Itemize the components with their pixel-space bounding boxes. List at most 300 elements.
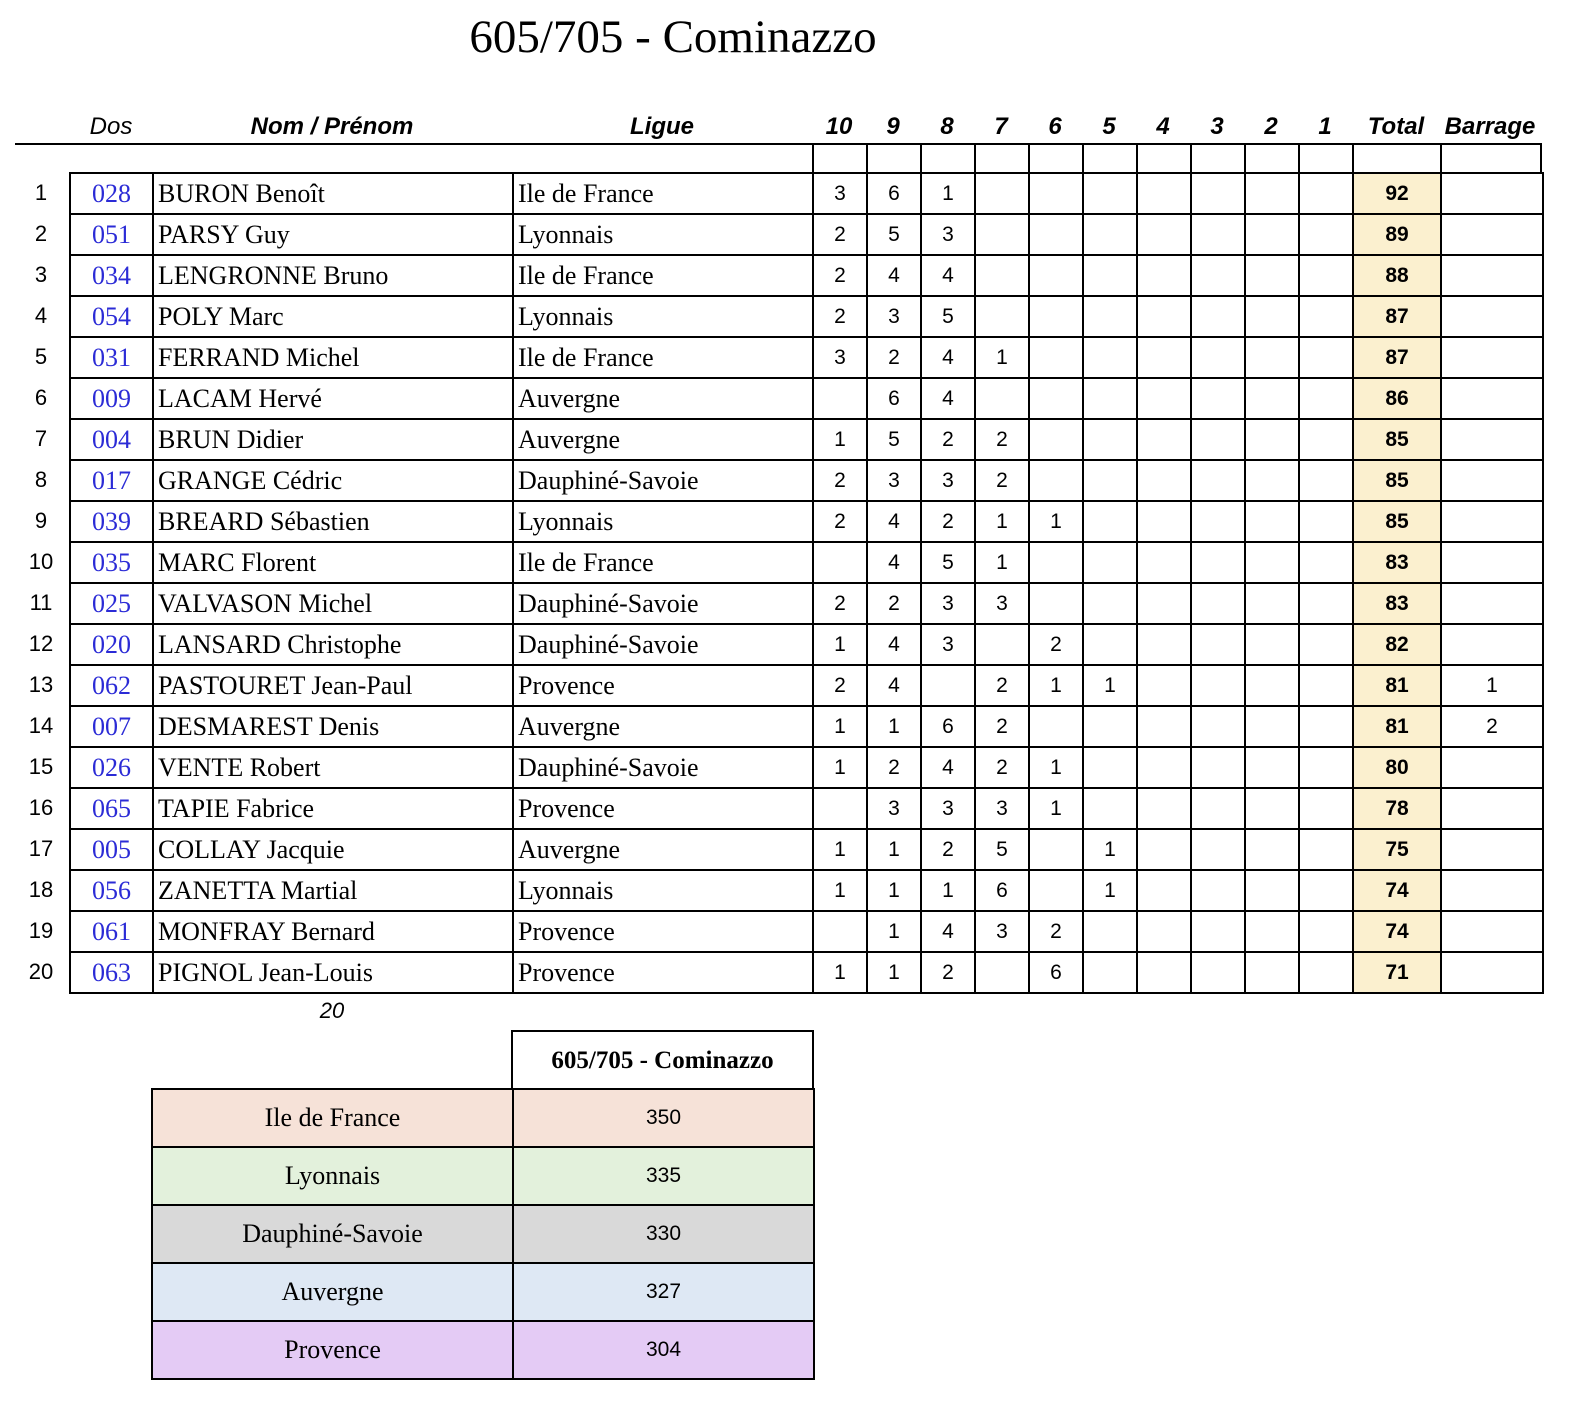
header-spacer-cell (866, 144, 922, 172)
score-6-cell (1029, 542, 1083, 583)
dos-cell: 051 (70, 214, 153, 255)
score-6-cell (1029, 173, 1083, 214)
score-7-cell: 2 (975, 419, 1029, 460)
score-8-cell (921, 665, 975, 706)
table-row (70, 583, 1543, 624)
score-3-cell (1191, 296, 1245, 337)
header-spacer-cell (974, 144, 1030, 172)
score-6-cell (1029, 460, 1083, 501)
name-cell: BRUN Didier (153, 419, 513, 460)
dos-cell: 035 (70, 542, 153, 583)
score-8-cell: 1 (921, 870, 975, 911)
summary-ligue-cell: Lyonnais (152, 1147, 513, 1205)
score-8-cell: 3 (921, 583, 975, 624)
score-8-cell: 4 (921, 337, 975, 378)
table-row (70, 378, 1543, 419)
header-total: Total (1367, 113, 1425, 140)
rank-label: 3 (34, 262, 48, 287)
score-10-cell (813, 378, 867, 419)
barrage-cell (1441, 624, 1543, 665)
total-cell: 74 (1353, 911, 1441, 952)
table-row (70, 870, 1543, 911)
score-8-cell: 4 (921, 255, 975, 296)
score-9-cell: 6 (867, 173, 921, 214)
barrage-cell (1441, 296, 1543, 337)
dos-cell: 020 (70, 624, 153, 665)
name-cell: GRANGE Cédric (153, 460, 513, 501)
score-3-cell (1191, 911, 1245, 952)
barrage-cell (1441, 583, 1543, 624)
score-8-cell: 3 (921, 214, 975, 255)
ligue-cell: Auvergne (513, 706, 813, 747)
summary-points-cell: 327 (513, 1263, 814, 1321)
score-9-cell: 4 (867, 501, 921, 542)
score-6-cell: 1 (1029, 501, 1083, 542)
page-title: 605/705 - Cominazzo (469, 11, 877, 63)
ligue-cell: Lyonnais (513, 501, 813, 542)
score-10-cell: 2 (813, 296, 867, 337)
barrage-cell (1441, 870, 1543, 911)
score-4-cell (1137, 665, 1191, 706)
name-cell: FERRAND Michel (153, 337, 513, 378)
total-cell: 87 (1353, 296, 1441, 337)
ligue-cell: Lyonnais (513, 296, 813, 337)
barrage-cell (1441, 460, 1543, 501)
total-cell: 85 (1353, 419, 1441, 460)
header-score-4: 4 (1156, 113, 1170, 140)
table-row (70, 665, 1543, 706)
score-4-cell (1137, 378, 1191, 419)
score-2-cell (1245, 870, 1299, 911)
score-8-cell: 6 (921, 706, 975, 747)
rank-label: 13 (28, 672, 54, 697)
summary-points-cell: 335 (513, 1147, 814, 1205)
total-cell: 71 (1353, 952, 1441, 993)
ligue-cell: Dauphiné-Savoie (513, 583, 813, 624)
table-row (70, 788, 1543, 829)
score-3-cell (1191, 378, 1245, 419)
score-4-cell (1137, 214, 1191, 255)
score-5-cell (1083, 214, 1137, 255)
score-10-cell: 2 (813, 255, 867, 296)
score-7-cell (975, 378, 1029, 419)
score-9-cell: 2 (867, 337, 921, 378)
name-cell: POLY Marc (153, 296, 513, 337)
total-cell: 82 (1353, 624, 1441, 665)
score-2-cell (1245, 542, 1299, 583)
total-cell: 78 (1353, 788, 1441, 829)
score-7-cell (975, 214, 1029, 255)
score-6-cell (1029, 337, 1083, 378)
score-5-cell: 1 (1083, 870, 1137, 911)
rank-label: 6 (34, 385, 48, 410)
score-10-cell: 1 (813, 829, 867, 870)
score-7-cell: 6 (975, 870, 1029, 911)
ligue-cell: Provence (513, 788, 813, 829)
score-9-cell: 3 (867, 460, 921, 501)
header-score-8: 8 (940, 113, 954, 140)
score-10-cell: 1 (813, 870, 867, 911)
score-4-cell (1137, 296, 1191, 337)
score-4-cell (1137, 788, 1191, 829)
header-score-2: 2 (1264, 113, 1278, 140)
barrage-cell (1441, 788, 1543, 829)
score-4-cell (1137, 870, 1191, 911)
table-row (70, 337, 1543, 378)
score-5-cell (1083, 255, 1137, 296)
name-cell: DESMAREST Denis (153, 706, 513, 747)
score-2-cell (1245, 214, 1299, 255)
score-1-cell (1299, 788, 1353, 829)
total-cell: 81 (1353, 706, 1441, 747)
rank-label: 16 (28, 795, 54, 820)
score-9-cell: 2 (867, 747, 921, 788)
score-5-cell (1083, 624, 1137, 665)
score-2-cell (1245, 501, 1299, 542)
ligue-cell: Ile de France (513, 173, 813, 214)
score-9-cell: 4 (867, 665, 921, 706)
score-3-cell (1191, 583, 1245, 624)
rank-label: 14 (28, 713, 54, 738)
score-7-cell: 1 (975, 337, 1029, 378)
table-row (70, 911, 1543, 952)
ligue-cell: Ile de France (513, 337, 813, 378)
score-1-cell (1299, 419, 1353, 460)
score-10-cell: 2 (813, 501, 867, 542)
name-cell: TAPIE Fabrice (153, 788, 513, 829)
score-6-cell: 1 (1029, 665, 1083, 706)
score-3-cell (1191, 788, 1245, 829)
summary-points-cell: 350 (513, 1089, 814, 1147)
summary-points-cell: 330 (513, 1205, 814, 1263)
header-spacer-cell (1136, 144, 1192, 172)
score-6-cell (1029, 255, 1083, 296)
barrage-cell (1441, 747, 1543, 788)
score-7-cell: 1 (975, 501, 1029, 542)
total-cell: 75 (1353, 829, 1441, 870)
score-4-cell (1137, 460, 1191, 501)
header-spacer-cell (1082, 144, 1138, 172)
name-cell: ZANETTA Martial (153, 870, 513, 911)
name-cell: LACAM Hervé (153, 378, 513, 419)
barrage-cell: 2 (1441, 706, 1543, 747)
dos-cell: 039 (70, 501, 153, 542)
score-4-cell (1137, 419, 1191, 460)
header-score-1: 1 (1318, 113, 1332, 140)
rank-label: 11 (29, 590, 53, 615)
rank-label: 2 (34, 221, 48, 246)
dos-cell: 025 (70, 583, 153, 624)
score-9-cell: 2 (867, 583, 921, 624)
score-6-cell (1029, 706, 1083, 747)
score-10-cell: 2 (813, 460, 867, 501)
score-1-cell (1299, 378, 1353, 419)
score-10-cell (813, 542, 867, 583)
score-2-cell (1245, 624, 1299, 665)
name-cell: MARC Florent (153, 542, 513, 583)
score-9-cell: 4 (867, 624, 921, 665)
score-7-cell (975, 296, 1029, 337)
table-row (70, 747, 1543, 788)
score-9-cell: 1 (867, 870, 921, 911)
rank-label: 15 (28, 754, 54, 779)
ligue-cell: Dauphiné-Savoie (513, 624, 813, 665)
header-score-10: 10 (825, 113, 853, 140)
header-spacer-cell (920, 144, 976, 172)
header-score-5: 5 (1102, 113, 1116, 140)
score-3-cell (1191, 460, 1245, 501)
total-cell: 85 (1353, 501, 1441, 542)
ligue-cell: Auvergne (513, 829, 813, 870)
score-7-cell: 2 (975, 665, 1029, 706)
rank-label: 9 (34, 508, 48, 533)
score-1-cell (1299, 911, 1353, 952)
score-5-cell (1083, 911, 1137, 952)
header-score-3: 3 (1210, 113, 1224, 140)
summary-ligue-cell: Auvergne (152, 1263, 513, 1321)
barrage-cell (1441, 337, 1543, 378)
total-cell: 83 (1353, 542, 1441, 583)
score-4-cell (1137, 583, 1191, 624)
score-7-cell: 1 (975, 542, 1029, 583)
barrage-cell (1441, 255, 1543, 296)
header-spacer-cell (1298, 144, 1354, 172)
name-cell: BREARD Sébastien (153, 501, 513, 542)
score-1-cell (1299, 952, 1353, 993)
total-cell: 85 (1353, 460, 1441, 501)
score-7-cell (975, 255, 1029, 296)
total-cell: 88 (1353, 255, 1441, 296)
score-7-cell: 3 (975, 911, 1029, 952)
summary-table (151, 1088, 815, 1380)
name-cell: BURON Benoît (153, 173, 513, 214)
name-cell: LENGRONNE Bruno (153, 255, 513, 296)
score-5-cell (1083, 419, 1137, 460)
score-7-cell (975, 624, 1029, 665)
table-row (70, 214, 1543, 255)
score-2-cell (1245, 665, 1299, 706)
score-8-cell: 2 (921, 419, 975, 460)
total-cell: 87 (1353, 337, 1441, 378)
rank-label: 17 (28, 836, 54, 861)
score-5-cell (1083, 706, 1137, 747)
score-1-cell (1299, 870, 1353, 911)
score-3-cell (1191, 706, 1245, 747)
score-1-cell (1299, 337, 1353, 378)
name-cell: LANSARD Christophe (153, 624, 513, 665)
score-7-cell (975, 952, 1029, 993)
score-2-cell (1245, 583, 1299, 624)
score-9-cell: 6 (867, 378, 921, 419)
score-9-cell: 1 (867, 706, 921, 747)
total-cell: 74 (1353, 870, 1441, 911)
score-10-cell (813, 911, 867, 952)
header-spacer-cell (1028, 144, 1084, 172)
score-1-cell (1299, 706, 1353, 747)
table-row (70, 952, 1543, 993)
score-1-cell (1299, 296, 1353, 337)
score-9-cell: 3 (867, 296, 921, 337)
ligue-cell: Auvergne (513, 419, 813, 460)
total-cell: 89 (1353, 214, 1441, 255)
barrage-cell: 1 (1441, 665, 1543, 706)
summary-row (152, 1205, 814, 1263)
summary-ligue-cell: Provence (152, 1321, 513, 1379)
score-8-cell: 2 (921, 829, 975, 870)
rank-label: 4 (34, 303, 48, 328)
score-2-cell (1245, 255, 1299, 296)
score-5-cell (1083, 542, 1137, 583)
table-row (70, 419, 1543, 460)
score-5-cell: 1 (1083, 829, 1137, 870)
score-2-cell (1245, 296, 1299, 337)
dos-cell: 065 (70, 788, 153, 829)
score-8-cell: 2 (921, 501, 975, 542)
score-10-cell: 2 (813, 214, 867, 255)
score-1-cell (1299, 829, 1353, 870)
header-score-9: 9 (886, 113, 900, 140)
score-5-cell (1083, 460, 1137, 501)
score-7-cell: 5 (975, 829, 1029, 870)
barrage-cell (1441, 952, 1543, 993)
score-1-cell (1299, 624, 1353, 665)
score-5-cell (1083, 173, 1137, 214)
dos-cell: 063 (70, 952, 153, 993)
dos-cell: 031 (70, 337, 153, 378)
score-10-cell (813, 788, 867, 829)
rank-label: 18 (28, 877, 54, 902)
score-6-cell: 2 (1029, 911, 1083, 952)
barrage-cell (1441, 214, 1543, 255)
score-8-cell: 4 (921, 747, 975, 788)
name-cell: COLLAY Jacquie (153, 829, 513, 870)
score-2-cell (1245, 829, 1299, 870)
table-row (70, 829, 1543, 870)
score-2-cell (1245, 788, 1299, 829)
header-dos: Dos (89, 113, 133, 140)
score-8-cell: 3 (921, 624, 975, 665)
name-cell: MONFRAY Bernard (153, 911, 513, 952)
score-6-cell (1029, 378, 1083, 419)
score-7-cell: 2 (975, 460, 1029, 501)
score-6-cell (1029, 583, 1083, 624)
score-8-cell: 5 (921, 542, 975, 583)
ligue-cell: Auvergne (513, 378, 813, 419)
score-8-cell: 5 (921, 296, 975, 337)
score-1-cell (1299, 173, 1353, 214)
table-row (70, 296, 1543, 337)
summary-row (152, 1321, 814, 1379)
score-7-cell (975, 173, 1029, 214)
name-cell: PASTOURET Jean-Paul (153, 665, 513, 706)
score-10-cell: 2 (813, 583, 867, 624)
total-cell: 80 (1353, 747, 1441, 788)
table-row (70, 501, 1543, 542)
participant-count: 20 (319, 998, 345, 1023)
score-6-cell: 1 (1029, 747, 1083, 788)
header-barrage: Barrage (1444, 113, 1536, 140)
score-3-cell (1191, 624, 1245, 665)
dos-cell: 007 (70, 706, 153, 747)
summary-header: 605/705 - Cominazzo (511, 1030, 814, 1090)
score-9-cell: 5 (867, 419, 921, 460)
score-6-cell (1029, 870, 1083, 911)
score-4-cell (1137, 624, 1191, 665)
summary-row (152, 1263, 814, 1321)
score-4-cell (1137, 173, 1191, 214)
ligue-cell: Provence (513, 911, 813, 952)
score-8-cell: 1 (921, 173, 975, 214)
table-row (70, 624, 1543, 665)
dos-cell: 004 (70, 419, 153, 460)
name-cell: VALVASON Michel (153, 583, 513, 624)
rank-label: 8 (34, 467, 48, 492)
score-2-cell (1245, 911, 1299, 952)
summary-row (152, 1089, 814, 1147)
score-9-cell: 1 (867, 911, 921, 952)
score-4-cell (1137, 501, 1191, 542)
rank-label: 10 (28, 549, 54, 574)
barrage-cell (1441, 378, 1543, 419)
score-2-cell (1245, 378, 1299, 419)
score-3-cell (1191, 829, 1245, 870)
barrage-cell (1441, 173, 1543, 214)
barrage-cell (1441, 911, 1543, 952)
score-3-cell (1191, 542, 1245, 583)
score-5-cell (1083, 583, 1137, 624)
score-2-cell (1245, 706, 1299, 747)
score-3-cell (1191, 255, 1245, 296)
score-9-cell: 3 (867, 788, 921, 829)
score-10-cell: 1 (813, 419, 867, 460)
header-nom: Nom / Prénom (250, 113, 414, 140)
dos-cell: 034 (70, 255, 153, 296)
score-1-cell (1299, 665, 1353, 706)
ligue-cell: Dauphiné-Savoie (513, 747, 813, 788)
score-9-cell: 4 (867, 542, 921, 583)
score-1-cell (1299, 747, 1353, 788)
table-row (70, 460, 1543, 501)
score-3-cell (1191, 665, 1245, 706)
score-5-cell (1083, 296, 1137, 337)
rank-label: 12 (28, 631, 54, 656)
score-4-cell (1137, 911, 1191, 952)
header-spacer-cell (1440, 144, 1542, 172)
score-2-cell (1245, 952, 1299, 993)
score-6-cell (1029, 214, 1083, 255)
score-7-cell: 3 (975, 583, 1029, 624)
score-7-cell: 2 (975, 706, 1029, 747)
score-10-cell: 1 (813, 747, 867, 788)
score-9-cell: 5 (867, 214, 921, 255)
rank-label: 5 (34, 344, 48, 369)
table-row (70, 173, 1543, 214)
score-10-cell: 1 (813, 624, 867, 665)
score-6-cell (1029, 296, 1083, 337)
ligue-cell: Provence (513, 665, 813, 706)
ligue-cell: Lyonnais (513, 214, 813, 255)
score-1-cell (1299, 501, 1353, 542)
summary-row (152, 1147, 814, 1205)
header-score-7: 7 (994, 113, 1008, 140)
score-10-cell: 2 (813, 665, 867, 706)
score-4-cell (1137, 255, 1191, 296)
ligue-cell: Ile de France (513, 255, 813, 296)
score-6-cell: 6 (1029, 952, 1083, 993)
score-5-cell (1083, 337, 1137, 378)
score-3-cell (1191, 419, 1245, 460)
score-5-cell (1083, 501, 1137, 542)
